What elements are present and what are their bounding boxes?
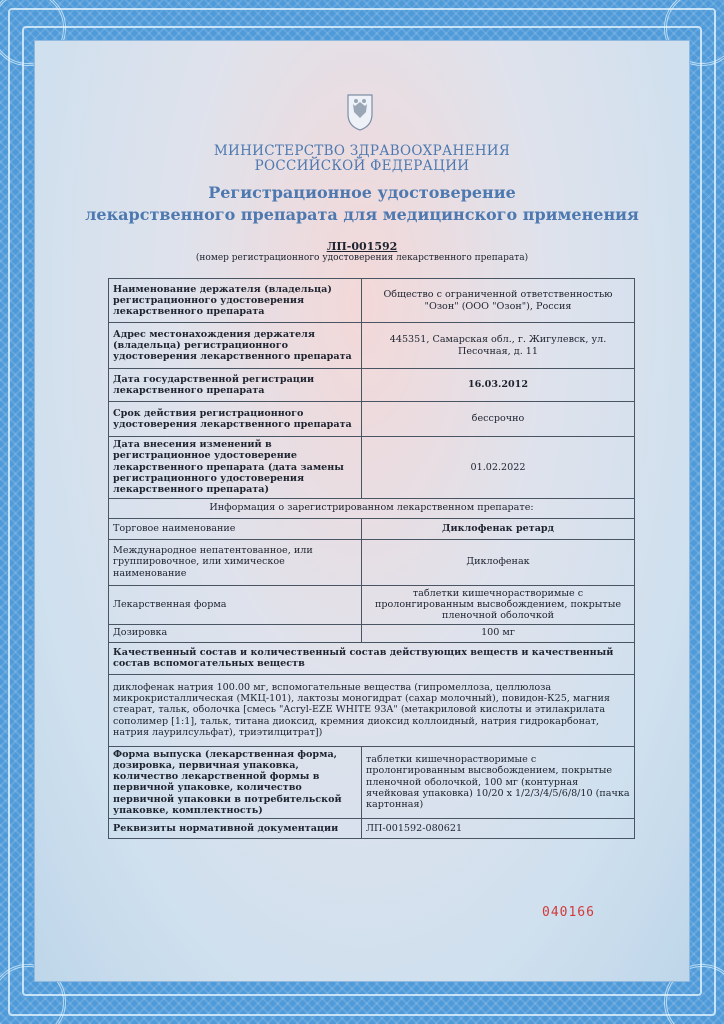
- table-row: [109, 539, 635, 585]
- table-row: [109, 402, 635, 437]
- table-row: [109, 819, 635, 839]
- table-row: [109, 498, 635, 518]
- table-row: [109, 437, 635, 499]
- registration-number: ЛП-001592: [326, 240, 398, 253]
- table-row: [109, 674, 635, 746]
- composition-label: Качественный состав и количественный состав действующих веществ и качественный состав вспомогательных веществ: [109, 642, 635, 674]
- dosage-form-value: таблетки кишечнорастворимые с пролонгированным высвобождением, покрытые пленочной оболочкой: [362, 585, 635, 624]
- holder-name-value: Общество с ограниченной ответственностью "Озон" (ООО "Озон"), Россия: [362, 279, 635, 323]
- table-row: [109, 585, 635, 624]
- inn-label: Международное непатентованное, или группировочное, или химическое наименование: [109, 539, 362, 585]
- holder-name-label: Наименование держателя (владельца) регистрационного удостоверения лекарственного препарата: [109, 279, 362, 323]
- holder-address-label: Адрес местонахождения держателя (владельца) регистрационного удостоверения лекарственного препарата: [109, 323, 362, 369]
- document-title-line2: лекарственного препарата для медицинского применения: [85, 205, 639, 224]
- certificate-table: [108, 278, 635, 839]
- document-title-line1: Регистрационное удостоверение: [208, 183, 516, 202]
- coat-of-arms-icon: [345, 92, 375, 132]
- table-row: [109, 279, 635, 323]
- dosage-value: 100 мг: [362, 624, 635, 642]
- table-row: [109, 323, 635, 369]
- change-date-value: 01.02.2022: [362, 437, 635, 499]
- table-row: [109, 624, 635, 642]
- validity-value: бессрочно: [362, 402, 635, 437]
- composition-value: диклофенак натрия 100.00 мг, вспомогательные вещества (гипромеллоза, целлюлоза микрокристаллическая (МКЦ-101), лактозы моногидрат (сахар молочный), повидон-К25, магния стеарат, тальк, оболочка [смесь "Acryl-EZE WHITE 93A" (метакриловой кислоты и этилакрилата сополимер [1:1], тальк, титана диоксид, кремния диоксид коллоидный, натрия гидрокарбонат, натрия лаурилсульфат), триэтилцитрат]): [109, 674, 635, 746]
- inn-value: Диклофенак: [362, 539, 635, 585]
- trade-name-label: Торговое наименование: [109, 518, 362, 539]
- ministry-name-line2: РОССИЙСКОЙ ФЕДЕРАЦИИ: [254, 158, 470, 174]
- drug-info-header: Информация о зарегистрированном лекарственном препарате:: [109, 498, 635, 518]
- holder-address-value: 445351, Самарская обл., г. Жигулевск, ул. Песочная, д. 11: [362, 323, 635, 369]
- trade-name-value: Диклофенак ретард: [362, 518, 635, 539]
- table-row: [109, 746, 635, 819]
- release-form-label: Форма выпуска (лекарственная форма, дозировка, первичная упаковка, количество лекарственной формы в первичной упаковке, количество первичной упаковки в потребительской упаковке, комплектность): [109, 746, 362, 819]
- table-row: [109, 369, 635, 402]
- normative-doc-value: ЛП-001592-080621: [362, 819, 635, 839]
- registration-number-note: (номер регистрационного удостоверения лекарственного препарата): [195, 253, 529, 263]
- registration-date-label: Дата государственной регистрации лекарственного препарата: [109, 369, 362, 402]
- change-date-label: Дата внесения изменений в регистрационное удостоверение лекарственного препарата (дата замены регистрационного удостоверения лекарственного препарата): [109, 437, 362, 499]
- dosage-form-label: Лекарственная форма: [109, 585, 362, 624]
- validity-label: Срок действия регистрационного удостоверения лекарственного препарата: [109, 402, 362, 437]
- serial-number: 040166: [542, 905, 595, 920]
- normative-doc-label: Реквизиты нормативной документации: [109, 819, 362, 839]
- release-form-value: таблетки кишечнорастворимые с пролонгированным высвобождением, покрытые пленочной оболочкой, 100 мг (контурная ячейковая упаковка) 10/20 x 1/2/3/4/5/6/8/10 (пачка картонная): [362, 746, 635, 819]
- ministry-name-line1: МИНИСТЕРСТВО ЗДРАВООХРАНЕНИЯ: [213, 143, 511, 159]
- registration-date-value: 16.03.2012: [362, 369, 635, 402]
- table-row: [109, 642, 635, 674]
- dosage-label: Дозировка: [109, 624, 362, 642]
- table-row: [109, 518, 635, 539]
